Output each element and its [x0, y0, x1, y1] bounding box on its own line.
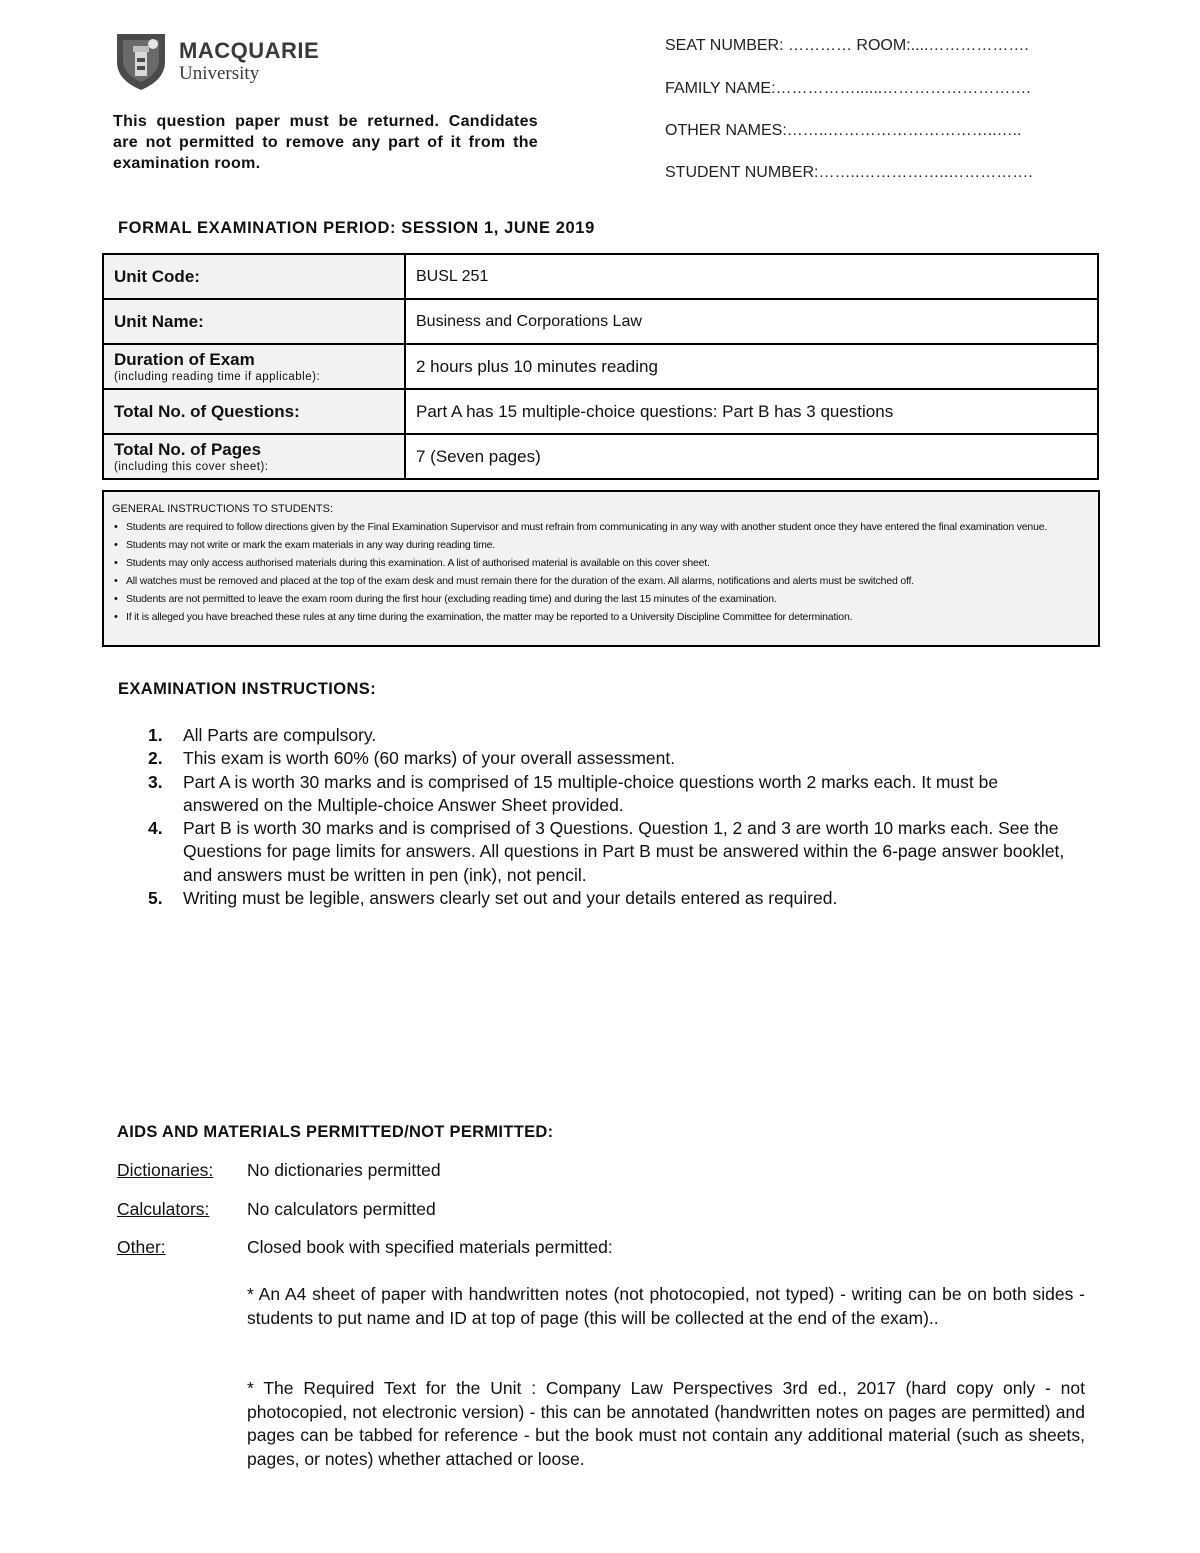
student-number-field[interactable]: STUDENT NUMBER:……..……………..……………. — [665, 164, 1033, 181]
exam-instructions-list — [148, 724, 1068, 910]
exam-instructions-heading: EXAMINATION INSTRUCTIONS: — [118, 680, 377, 698]
return-notice: This question paper must be returned. Candidates are not permitted to remove any part of it from the examination room. — [113, 113, 538, 172]
list-item: • Students are required to follow directions given by the Final Examination Supervisor and must refrain from communicating in any way with another student once they have entered the final examination venue. — [112, 518, 1098, 536]
calculators-value: No calculators permitted — [247, 1199, 436, 1219]
item-number: 2. — [148, 748, 163, 769]
other-label: Other: — [117, 1237, 166, 1257]
list-item: • Students may only access authorised materials during this examination. A list of authorised material is available on this cover sheet. — [112, 554, 1098, 572]
table-row — [103, 389, 1098, 434]
logo-subtitle: University — [179, 63, 260, 84]
list-item: • All watches must be removed and placed at the top of the exam desk and must remain there for the duration of the exam. All alarms, notifications and alerts must be switched off. — [112, 572, 1098, 590]
table-value: Part A has 15 multiple-choice questions: Part B has 3 questions — [405, 389, 1098, 434]
list-item: • If it is alleged you have breached these rules at any time during the examination, the matter may be reported to a University Discipline Committee for determination. — [112, 608, 1098, 626]
table-label: Unit Name: — [103, 299, 405, 344]
table-value: Business and Corporations Law — [405, 299, 1098, 344]
table-row — [103, 254, 1098, 299]
item-text: This exam is worth 60% (60 marks) of your overall assessment. — [183, 748, 676, 769]
aids-heading: AIDS AND MATERIALS PERMITTED/NOT PERMITTED: — [117, 1123, 554, 1141]
permitted-note-text-book: * The Required Text for the Unit : Company Law Perspectives 3rd ed., 2017 (hard copy only - not photocopied, not electronic version) - this can be annotated (handwritten notes on pages are permitted) and pages can be tabbed for reference - but the book must not contain any additional material (such as sheets, pages, or notes) whether attached or loose. — [247, 1378, 1085, 1469]
crest-icon — [115, 32, 167, 92]
item-text: Part A is worth 30 marks and is comprised of 15 multiple-choice questions worth 2 marks each. It must be answered on the Multiple-choice Answer Sheet provided. — [183, 771, 999, 815]
item-text: Part B is worth 30 marks and is comprised of 3 Questions. Question 1, 2 and 3 are worth 10 marks each. See the Questions for page limits for answers. All questions in Part B must be answered within the 6-page answer booklet, and answers must be written in pen (ink), not pencil. — [183, 818, 1065, 885]
table-value: 7 (Seven pages) — [405, 434, 1098, 479]
table-sublabel: (including reading time if applicable): — [114, 371, 321, 383]
calculators-label: Calculators: — [117, 1199, 210, 1219]
table-label: Duration of Exam (including reading time if applicable): — [103, 344, 405, 389]
general-instructions-box — [102, 490, 1100, 647]
dictionaries-label: Dictionaries: — [117, 1160, 214, 1180]
table-label: Total No. of Pages (including this cover sheet): — [103, 434, 405, 479]
other-names-field[interactable]: OTHER NAMES:……..…………………………..….. — [665, 122, 1022, 139]
exam-period-heading: FORMAL EXAMINATION PERIOD: SESSION 1, JUNE 2019 — [118, 219, 595, 237]
table-sublabel: (including this cover sheet): — [114, 461, 269, 473]
table-label: Total No. of Questions: — [103, 389, 405, 434]
item-number: 3. — [148, 771, 163, 792]
table-row — [103, 344, 1098, 389]
general-instructions-title: GENERAL INSTRUCTIONS TO STUDENTS: — [112, 503, 334, 515]
list-item — [148, 771, 1068, 818]
table-label: Unit Code: — [103, 254, 405, 299]
item-text: All Parts are compulsory. — [183, 725, 377, 745]
list-item — [148, 887, 1068, 910]
item-number: 4. — [148, 818, 163, 839]
list-item: • Students may not write or mark the exam materials in any way during reading time. — [112, 536, 1098, 554]
table-row — [103, 434, 1098, 479]
dictionaries-value: No dictionaries permitted — [247, 1160, 441, 1180]
family-name-field[interactable]: FAMILY NAME:……………......………………………. — [665, 80, 1031, 97]
item-number: 1. — [148, 725, 163, 745]
unit-info-table — [102, 253, 1099, 480]
list-item — [148, 724, 1068, 747]
other-value: Closed book with specified materials permitted: — [247, 1237, 613, 1257]
seat-room-field[interactable]: SEAT NUMBER: ………… ROOM:....………………. — [665, 37, 1029, 54]
table-value: BUSL 251 — [405, 254, 1098, 299]
university-logo — [115, 32, 320, 92]
table-value: 2 hours plus 10 minutes reading — [405, 344, 1098, 389]
permitted-note-a4-sheet: * An A4 sheet of paper with handwritten notes (not photocopied, not typed) - writing can be on both sides - students to put name and ID at top of page (this will be collected at the end of the exam).. — [247, 1284, 1085, 1328]
item-text: Writing must be legible, answers clearly set out and your details entered as required. — [183, 888, 838, 909]
list-item: • Students are not permitted to leave the exam room during the first hour (excluding reading time) and during the last 15 minutes of the examination. — [112, 590, 1098, 608]
list-item — [148, 817, 1068, 887]
table-row — [103, 299, 1098, 344]
list-item — [148, 747, 1068, 770]
logo-wordmark: MACQUARIE — [179, 38, 320, 63]
item-number: 5. — [148, 888, 163, 909]
